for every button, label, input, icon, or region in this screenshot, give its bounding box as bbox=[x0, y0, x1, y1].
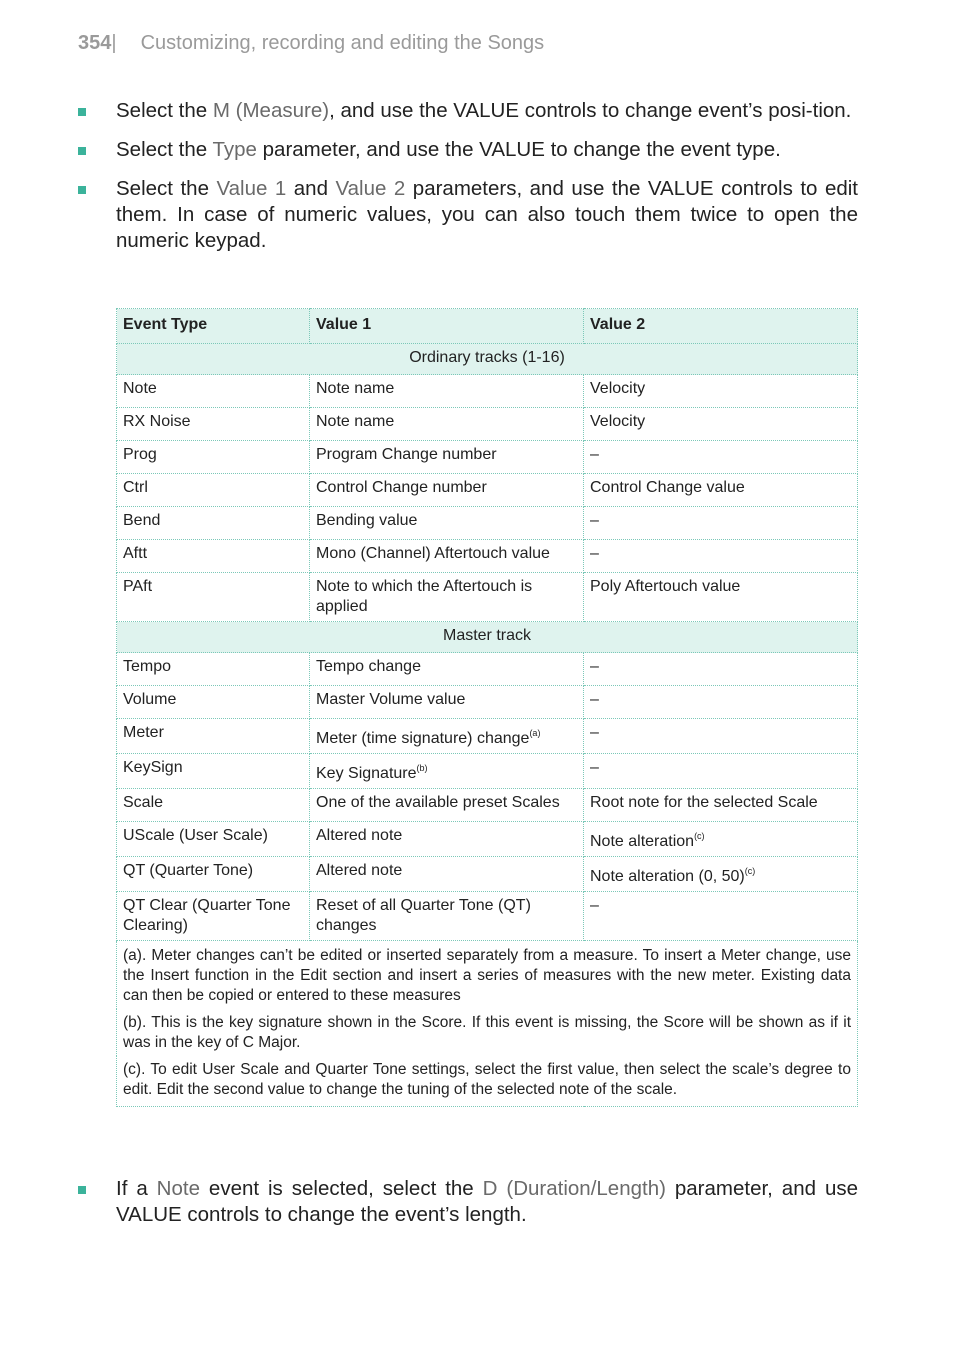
cell: – bbox=[584, 719, 858, 754]
column-header: Value 2 bbox=[584, 309, 858, 344]
instruction-list bbox=[78, 98, 858, 267]
bottom-instruction bbox=[78, 1176, 858, 1241]
section-title: Ordinary tracks (1-16) bbox=[117, 344, 858, 375]
table-row bbox=[117, 789, 858, 822]
cell: Note to which the Aftertouch is applied bbox=[310, 573, 584, 622]
text: and bbox=[286, 177, 336, 200]
page-number: 354 bbox=[78, 32, 112, 54]
parameter-name: Value 1 bbox=[216, 177, 287, 200]
cell-text: Note alteration bbox=[590, 833, 695, 850]
cell: Poly Aftertouch value bbox=[584, 573, 858, 622]
footnote: (b). This is the key signature shown in the Score. If this event is missing, the Score will be shown as if it was in the key of C Major. bbox=[117, 1009, 858, 1056]
table-row bbox=[117, 375, 858, 408]
cell bbox=[584, 857, 858, 892]
cell: Tempo bbox=[117, 653, 310, 686]
table-row bbox=[117, 822, 858, 857]
parameter-name: Note bbox=[156, 1177, 200, 1200]
text: If a bbox=[116, 1177, 157, 1200]
cell: RX Noise bbox=[117, 408, 310, 441]
cell: Program Change number bbox=[310, 441, 584, 474]
table-row bbox=[117, 408, 858, 441]
cell: Prog bbox=[117, 441, 310, 474]
cell bbox=[584, 822, 858, 857]
cell: Bend bbox=[117, 507, 310, 540]
cell: – bbox=[584, 686, 858, 719]
bullet-square-icon bbox=[78, 1186, 86, 1194]
footnote-ref: (c) bbox=[694, 831, 705, 841]
table-row bbox=[117, 573, 858, 622]
footnote-row bbox=[117, 941, 858, 1010]
list-item bbox=[78, 137, 858, 163]
cell: PAft bbox=[117, 573, 310, 622]
text: parameters, and use the VALUE controls to edit them. In case of numeric values, you can also touch them twice to open the numeric keypad. bbox=[116, 177, 858, 252]
text: Select the bbox=[116, 138, 213, 161]
cell: One of the available preset Scales bbox=[310, 789, 584, 822]
cell: Control Change number bbox=[310, 474, 584, 507]
bullet-square-icon bbox=[78, 147, 86, 155]
cell: Tempo change bbox=[310, 653, 584, 686]
table-row bbox=[117, 653, 858, 686]
cell bbox=[310, 754, 584, 789]
cell: Ctrl bbox=[117, 474, 310, 507]
cell: KeySign bbox=[117, 754, 310, 789]
text: event is selected, select the bbox=[199, 1177, 483, 1200]
footnote-ref: (c) bbox=[744, 866, 756, 876]
footnote-ref: (a) bbox=[529, 728, 541, 738]
footnote: (c). To edit User Scale and Quarter Tone settings, select the first value, then select the scale’s degree to edit. Edit the second value to change the tuning of the selected note of the scale. bbox=[117, 1056, 858, 1107]
footnote: (a). Meter changes can’t be edited or inserted separately from a measure. To insert a Meter change, use the Insert function in the Edit section and insert a series of measures with the new meter. Existing data can then be copied or entered to these measures bbox=[117, 941, 858, 1010]
parameter-name: D (Duration/Length) bbox=[482, 1177, 666, 1200]
cell: Mono (Channel) Aftertouch value bbox=[310, 540, 584, 573]
text: Select the bbox=[116, 177, 217, 200]
cell: Root note for the selected Scale bbox=[584, 789, 858, 822]
table-row bbox=[117, 540, 858, 573]
cell: – bbox=[584, 653, 858, 686]
header-separator: | bbox=[111, 32, 117, 54]
footnote-ref: (b) bbox=[416, 763, 428, 773]
footnote-row bbox=[117, 1056, 858, 1107]
bullet-square-icon bbox=[78, 186, 86, 194]
cell: Altered note bbox=[310, 822, 584, 857]
column-header: Value 1 bbox=[310, 309, 584, 344]
list-item bbox=[78, 176, 858, 254]
cell-text: Note alteration (0, 50) bbox=[590, 868, 745, 885]
bullet-square-icon bbox=[78, 108, 86, 116]
text: parameter, and use VALUE controls to change the event’s length. bbox=[116, 1177, 858, 1226]
event-type-table bbox=[116, 308, 858, 1107]
cell: Note name bbox=[310, 408, 584, 441]
table-row bbox=[117, 686, 858, 719]
cell: QT Clear (Quarter Tone Clearing) bbox=[117, 892, 310, 941]
table-row bbox=[117, 719, 858, 754]
table-row bbox=[117, 441, 858, 474]
cell: Master Volume value bbox=[310, 686, 584, 719]
parameter-name: Value 2 bbox=[335, 177, 406, 200]
cell: Bending value bbox=[310, 507, 584, 540]
table-row bbox=[117, 507, 858, 540]
parameter-name: M (Measure) bbox=[212, 99, 330, 122]
cell: Note name bbox=[310, 375, 584, 408]
cell-text: Meter (time signature) change bbox=[316, 730, 530, 747]
cell: Meter bbox=[117, 719, 310, 754]
cell: Aftt bbox=[117, 540, 310, 573]
cell: Velocity bbox=[584, 408, 858, 441]
section-row-master bbox=[117, 622, 858, 653]
cell: Volume bbox=[117, 686, 310, 719]
text: , and use the VALUE controls to change event’s posi-tion. bbox=[329, 99, 852, 122]
list-item bbox=[78, 98, 858, 124]
cell: – bbox=[584, 507, 858, 540]
cell: – bbox=[584, 540, 858, 573]
cell: Control Change value bbox=[584, 474, 858, 507]
cell: – bbox=[584, 754, 858, 789]
table-row bbox=[117, 892, 858, 941]
section-row-ordinary bbox=[117, 344, 858, 375]
table-row bbox=[117, 754, 858, 789]
cell bbox=[310, 719, 584, 754]
cell-text: Key Signature bbox=[316, 765, 417, 782]
cell: – bbox=[584, 892, 858, 941]
footnote-row bbox=[117, 1009, 858, 1056]
cell: Velocity bbox=[584, 375, 858, 408]
table-row bbox=[117, 857, 858, 892]
text: parameter, and use the VALUE to change the event type. bbox=[256, 138, 781, 161]
cell: Altered note bbox=[310, 857, 584, 892]
table-row bbox=[117, 474, 858, 507]
column-header: Event Type bbox=[117, 309, 310, 344]
parameter-name: Type bbox=[212, 138, 257, 161]
list-item bbox=[78, 1176, 858, 1228]
cell: Reset of all Quarter Tone (QT) changes bbox=[310, 892, 584, 941]
page-header bbox=[78, 32, 544, 55]
table-header-row bbox=[117, 309, 858, 344]
chapter-title: Customizing, recording and editing the Songs bbox=[140, 32, 545, 54]
section-title: Master track bbox=[117, 622, 858, 653]
cell: UScale (User Scale) bbox=[117, 822, 310, 857]
cell: – bbox=[584, 441, 858, 474]
cell: Scale bbox=[117, 789, 310, 822]
cell: Note bbox=[117, 375, 310, 408]
cell: QT (Quarter Tone) bbox=[117, 857, 310, 892]
text: Select the bbox=[116, 99, 213, 122]
